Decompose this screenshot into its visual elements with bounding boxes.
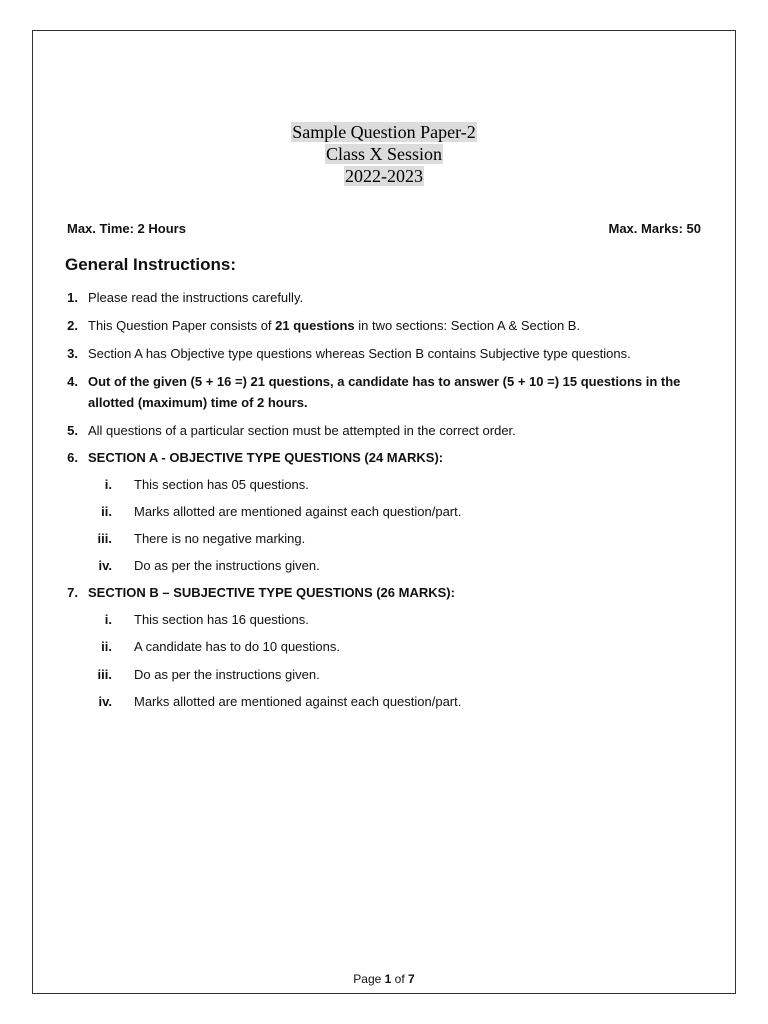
instruction-text: All questions of a particular section must be attempted in the correct order. (88, 423, 516, 438)
point-text: This section has 05 questions. (134, 477, 309, 492)
point-text: Marks allotted are mentioned against each question/part. (134, 504, 462, 519)
instruction-number: 4. (67, 374, 78, 389)
instruction-text-bold: 21 questions (275, 318, 355, 333)
point-text: Do as per the instructions given. (134, 667, 320, 682)
point-text: Do as per the instructions given. (134, 558, 320, 573)
instruction-number: 1. (67, 290, 78, 305)
instruction-text: Please read the instructions carefully. (88, 290, 304, 305)
roman-numeral: iv. (98, 558, 112, 573)
instruction-number: 7. (67, 585, 78, 600)
instruction-text (88, 371, 718, 413)
class-session: Class X Session (325, 144, 442, 164)
roman-numeral: iii. (97, 667, 112, 682)
page-word: Page (353, 972, 385, 986)
page-footer (0, 972, 768, 986)
instructions-heading: General Instructions: (65, 255, 236, 274)
instruction-text (88, 315, 718, 336)
roman-numeral: ii. (101, 504, 112, 519)
roman-numeral: i. (104, 612, 112, 627)
of-word: of (391, 972, 409, 986)
instruction-number: 2. (67, 318, 78, 333)
instruction-text-line2: allotted (maximum) time of 2 hours. (88, 395, 308, 410)
paper-title: Sample Question Paper-2 (292, 122, 476, 142)
roman-numeral: iv. (98, 694, 112, 709)
roman-numeral: iii. (97, 531, 112, 546)
paper-header (0, 121, 768, 187)
page-total: 7 (408, 972, 415, 986)
instruction-text-line1: Out of the given (5 + 16 =) 21 questions, a candidate has to answer (5 + 10 =) 15 questions in the (88, 374, 681, 389)
instruction-text: Section A has Objective type questions whereas Section B contains Subjective type questions. (88, 346, 631, 361)
max-time: Max. Time: 2 Hours (67, 221, 186, 236)
instruction-number: 6. (67, 450, 78, 465)
session-year: 2022-2023 (345, 166, 423, 186)
instruction-number: 3. (67, 346, 78, 361)
max-marks: Max. Marks: 50 (608, 221, 701, 236)
point-text: Marks allotted are mentioned against each question/part. (134, 694, 462, 709)
section-a-heading: SECTION A - OBJECTIVE TYPE QUESTIONS (24 MARKS): (88, 450, 444, 465)
section-b-heading: SECTION B – SUBJECTIVE TYPE QUESTIONS (26 MARKS): (88, 585, 455, 600)
roman-numeral: i. (104, 477, 112, 492)
page-number: 1 (384, 972, 392, 986)
instruction-text-post: in two sections: Section A & Section B. (354, 318, 581, 333)
point-text: There is no negative marking. (134, 531, 306, 546)
instruction-number: 5. (67, 423, 78, 438)
point-text: This section has 16 questions. (134, 612, 309, 627)
instruction-text-pre: This Question Paper consists of (88, 318, 276, 333)
point-text: A candidate has to do 10 questions. (134, 639, 340, 654)
roman-numeral: ii. (101, 639, 112, 654)
